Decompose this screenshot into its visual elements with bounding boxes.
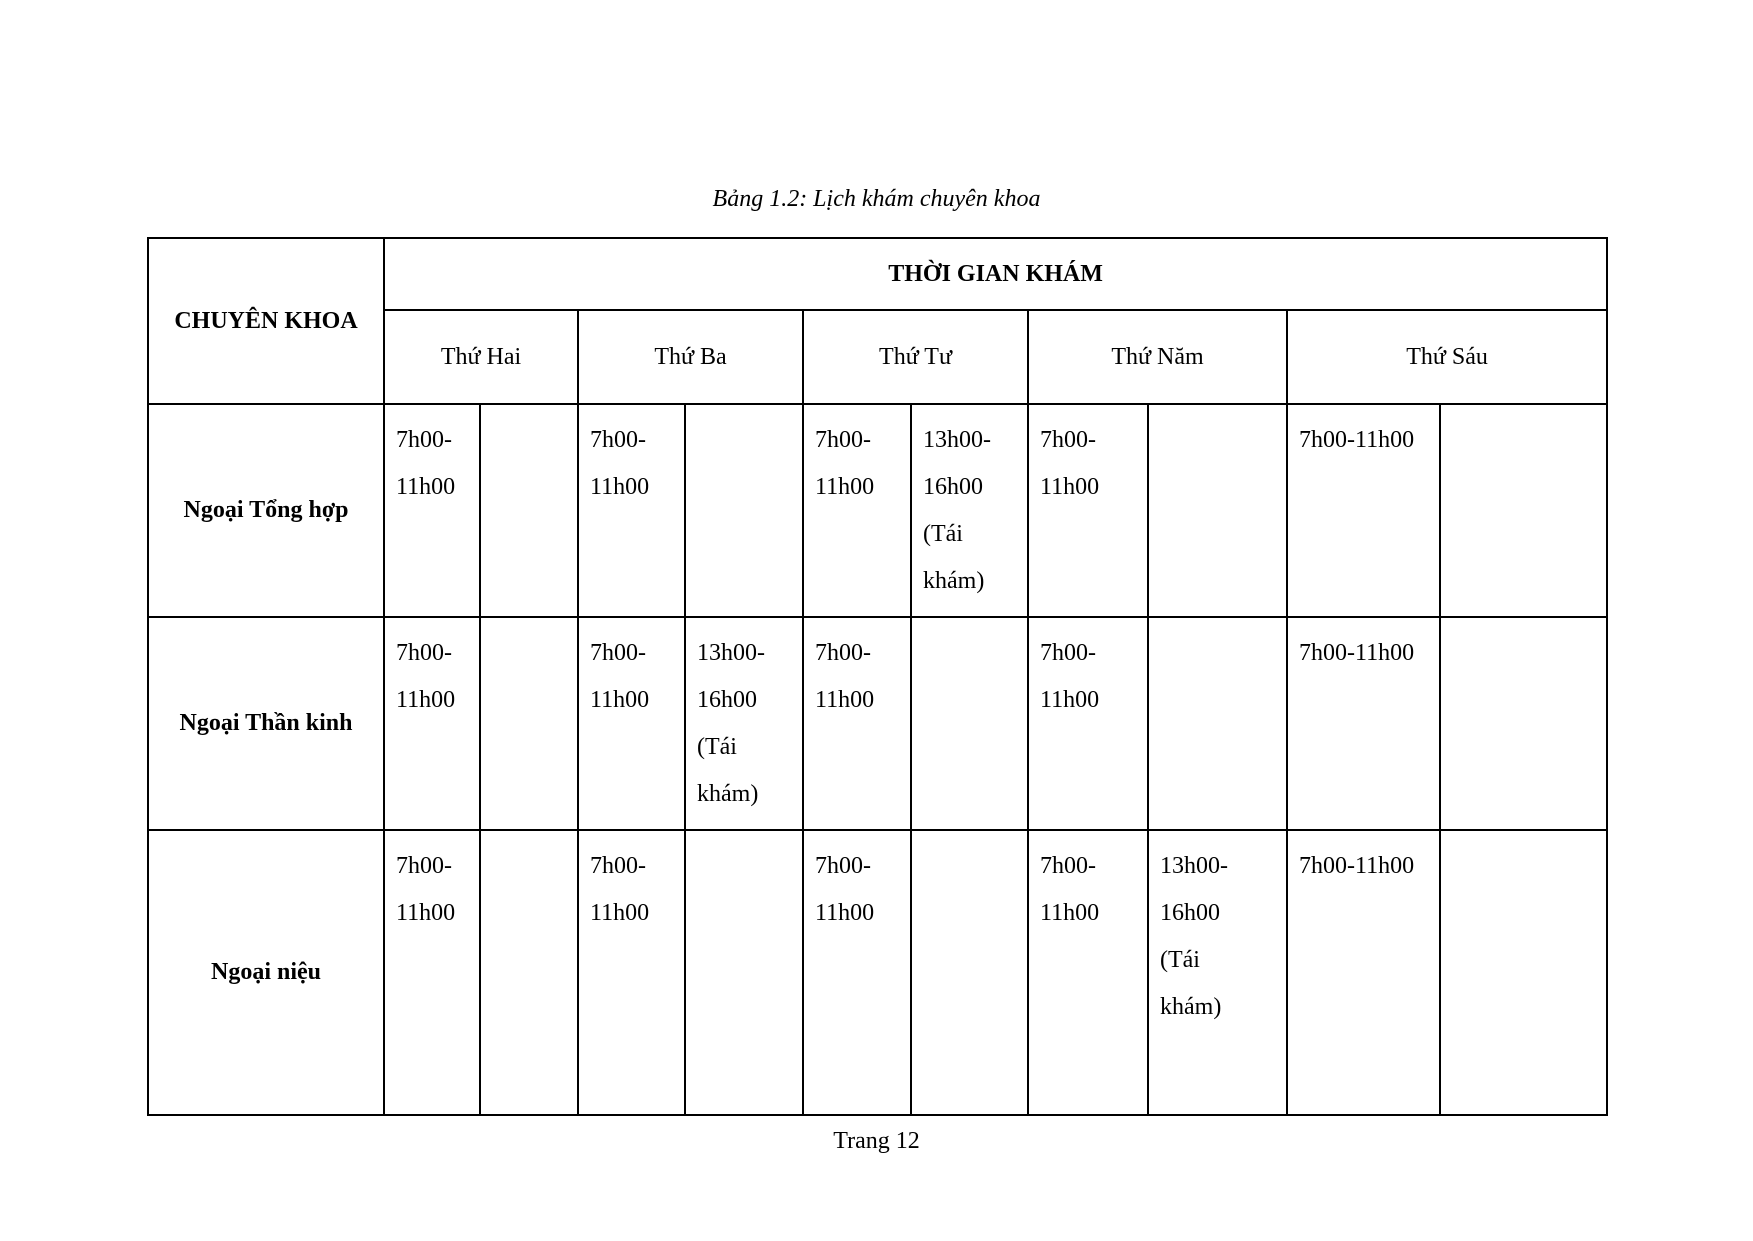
day-header-friday: Thứ Sáu [1287, 310, 1607, 404]
schedule-cell [1440, 830, 1607, 1115]
table-caption: Bảng 1.2: Lịch khám chuyên khoa [712, 186, 1041, 212]
schedule-cell-line: 7h00- [1040, 853, 1096, 879]
schedule-cell-line: 11h00 [1040, 474, 1100, 500]
page-number: Trang 12 [833, 1128, 920, 1154]
schedule-cell [1148, 617, 1287, 830]
schedule-cell-line: khám) [697, 781, 759, 807]
schedule-cell-line: 7h00- [396, 853, 452, 879]
schedule-cell-line: 7h00- [590, 640, 646, 666]
day-header-monday: Thứ Hai [384, 310, 578, 404]
schedule-cell-line: 7h00-11h00 [1299, 427, 1415, 453]
schedule-cell-line: 16h00 [1160, 900, 1220, 926]
schedule-cell [911, 830, 1028, 1115]
schedule-cell [1440, 617, 1607, 830]
schedule-cell-line: 16h00 [923, 474, 983, 500]
schedule-cell-line: 11h00 [590, 687, 650, 713]
schedule-cell-line: 11h00 [590, 900, 650, 926]
schedule-cell-line: 7h00- [1040, 427, 1096, 453]
schedule-cell-line: (Tái [923, 521, 963, 547]
schedule-cell-line: 7h00- [396, 427, 452, 453]
schedule-cell-line: 11h00 [815, 900, 875, 926]
schedule-cell-line: khám) [1160, 994, 1222, 1020]
specialty-name: Ngoại niệu [148, 830, 384, 1115]
schedule-cell-line: 11h00 [396, 900, 456, 926]
table-row [148, 617, 1607, 830]
schedule-cell-line: 11h00 [590, 474, 650, 500]
schedule-cell-line: 7h00-11h00 [1299, 853, 1415, 879]
specialty-header: CHUYÊN KHOA [148, 238, 384, 404]
schedule-cell [911, 617, 1028, 830]
schedule-cell-line: 11h00 [1040, 900, 1100, 926]
schedule-cell [480, 404, 578, 617]
schedule-cell-line: 11h00 [396, 474, 456, 500]
exam-time-header: THỜI GIAN KHÁM [384, 238, 1607, 310]
schedule-cell-line: 7h00- [1040, 640, 1096, 666]
schedule-cell-line: 16h00 [697, 687, 757, 713]
day-header-wednesday: Thứ Tư [803, 310, 1028, 404]
schedule-cell [480, 830, 578, 1115]
schedule-cell [480, 617, 578, 830]
schedule-cell [803, 404, 911, 617]
schedule-cell [384, 404, 480, 617]
schedule-cell-line: 11h00 [1040, 687, 1100, 713]
schedule-cell [384, 830, 480, 1115]
schedule-cell-line: 7h00- [815, 640, 871, 666]
schedule-cell [578, 830, 685, 1115]
schedule-cell [1148, 830, 1287, 1115]
header-row-1 [148, 238, 1607, 310]
schedule-cell-line: 7h00- [590, 427, 646, 453]
schedule-cell [685, 830, 803, 1115]
schedule-cell-line: (Tái [1160, 947, 1200, 973]
schedule-cell-line: (Tái [697, 734, 737, 760]
schedule-cell [1028, 404, 1148, 617]
schedule-cell-line: 7h00-11h00 [1299, 640, 1415, 666]
schedule-cell-line: 7h00- [396, 640, 452, 666]
schedule-cell-line: 11h00 [815, 474, 875, 500]
schedule-cell-line: 7h00- [815, 427, 871, 453]
schedule-cell-line: khám) [923, 568, 985, 594]
schedule-cell [1287, 404, 1440, 617]
schedule-cell-line: 13h00- [697, 640, 765, 666]
schedule-cell-line: 7h00- [590, 853, 646, 879]
table-row [148, 830, 1607, 1115]
schedule-cell [685, 404, 803, 617]
schedule-cell [1148, 404, 1287, 617]
schedule-cell-line: 13h00- [923, 427, 991, 453]
schedule-cell [803, 617, 911, 830]
schedule-cell-line: 13h00- [1160, 853, 1228, 879]
table-row [148, 404, 1607, 617]
schedule-cell [578, 404, 685, 617]
schedule-cell [1440, 404, 1607, 617]
schedule-cell [578, 617, 685, 830]
schedule-cell-line: 11h00 [396, 687, 456, 713]
schedule-cell [1287, 830, 1440, 1115]
specialty-name: Ngoại Tổng hợp [148, 404, 384, 617]
day-header-thursday: Thứ Năm [1028, 310, 1287, 404]
schedule-cell-line: 11h00 [815, 687, 875, 713]
schedule-cell-line: 7h00- [815, 853, 871, 879]
schedule-cell [384, 617, 480, 830]
specialty-schedule-table [147, 237, 1608, 1116]
schedule-cell [685, 617, 803, 830]
day-header-tuesday: Thứ Ba [578, 310, 803, 404]
schedule-body [148, 404, 1607, 1115]
schedule-cell [911, 404, 1028, 617]
schedule-cell [803, 830, 911, 1115]
specialty-name: Ngoại Thần kinh [148, 617, 384, 830]
schedule-cell [1287, 617, 1440, 830]
schedule-cell [1028, 617, 1148, 830]
schedule-cell [1028, 830, 1148, 1115]
